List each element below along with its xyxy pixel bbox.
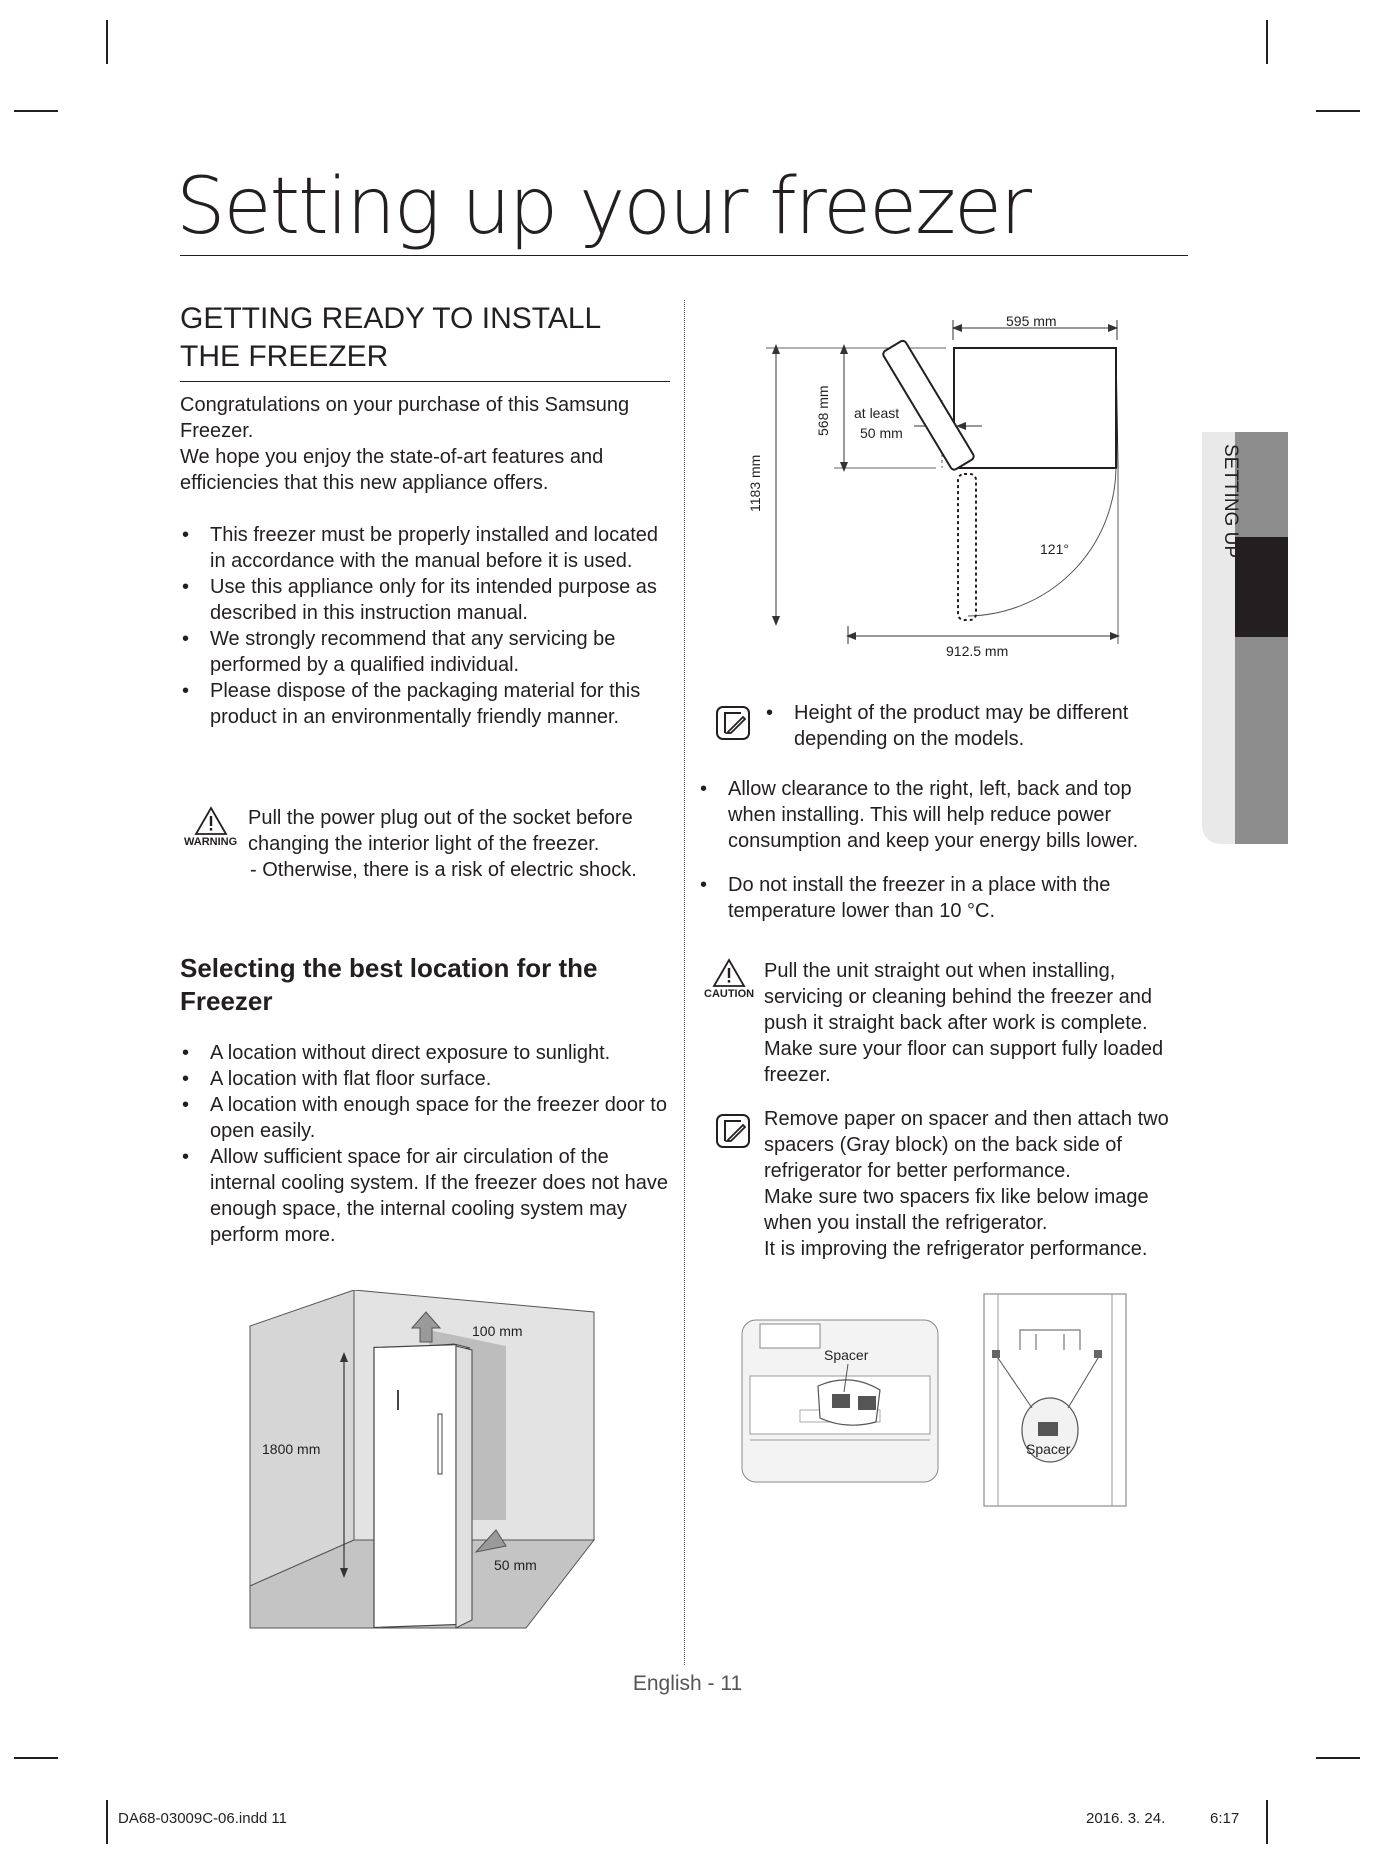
caution-label: CAUTION [704,988,755,1000]
depth-label: 568 mm [815,385,831,436]
list-item: • We strongly recommend that any servicing be performed by a qualified individual. [180,626,672,678]
note-icon [715,1113,751,1149]
clearance-bullet-list [698,776,1168,924]
location-subheading: Selecting the best location for the Freezer [180,953,598,1016]
title-rule [180,255,1188,256]
intro-paragraph-1: Congratulations on your purchase of this Samsung Freezer. [180,394,630,442]
page-title: Setting up your freezer [176,162,1031,252]
crop-mark [1266,1800,1268,1844]
door-swing-clearance-figure [736,300,1176,660]
column-divider [684,300,685,1665]
clearance-label-line2: 50 mm [860,425,903,441]
caution-triangle-icon [712,958,746,988]
imprint-date: 2016. 3. 24. [1086,1810,1166,1827]
crop-mark [1266,20,1268,64]
spacer-note [764,1106,1184,1262]
note-icon [715,705,751,741]
room-label-top: 100 mm [472,1323,523,1339]
list-item: • Use this appliance only for its intended purpose as described in this instruction manual. [180,574,672,626]
section-heading [180,300,680,376]
imprint-time: 6:17 [1210,1810,1240,1827]
intro-paragraph-2: We hope you enjoy the state-of-art features and efficiencies that this new appliance offers. [180,446,604,494]
location-bullet-list [180,1040,672,1248]
room-label-height: 1800 mm [262,1441,321,1457]
list-item: • Please dispose of the packaging material for this product in an environmentally friendly manner. [180,678,672,730]
crop-mark [106,20,108,64]
warning-consequence: - Otherwise, there is a risk of electric shock. [250,859,637,881]
spacer-installation-figure [740,1290,1130,1510]
angle-label: 121° [1040,541,1069,557]
spacer-note-line: Remove paper on spacer and then attach two spacers (Gray block) on the back side of refrigerator for better performance. [764,1108,1169,1182]
warning-label: WARNING [184,836,238,848]
crop-mark [1316,1757,1360,1759]
warning-text [248,805,668,883]
note-1-list [764,700,1164,752]
crop-mark [14,110,58,112]
caution-text: Pull the unit straight out when installing, servicing or cleaning behind the freezer and push it straight back after work is complete. Make sure your floor can support fully loaded freezer. [764,960,1164,1086]
crop-mark [1316,110,1360,112]
spacer-label-left: Spacer [824,1347,869,1363]
room-label-back: 50 mm [494,1557,537,1573]
warning-message: Pull the power plug out of the socket before changing the interior light of the freezer. [248,807,633,855]
spacer-note-line: It is improving the refrigerator performance. [764,1238,1148,1260]
list-item: • Allow clearance to the right, left, back and top when installing. This will help reduce power consumption and keep your energy bills lower. [698,776,1168,854]
crop-mark [106,1800,108,1844]
swing-label: 912.5 mm [946,643,1009,659]
room-clearance-figure [244,1290,604,1630]
list-item: • A location without direct exposure to sunlight. [180,1040,672,1066]
list-item: • A location with flat floor surface. [180,1066,672,1092]
section-heading-line1: GETTING READY TO INSTALL [180,302,602,335]
section-heading-line2: THE FREEZER [180,340,389,373]
intro-text [180,392,670,496]
list-item: • Allow sufficient space for air circulation of the internal cooling system. If the freezer does not have enough space, the internal cooling system may perform more. [180,1144,672,1248]
width-label: 595 mm [1006,313,1057,329]
page-number: English - 11 [632,1672,743,1695]
side-tab-active-marker [1235,537,1288,637]
spacer-label-right: Spacer [1026,1441,1071,1457]
list-item: • A location with enough space for the freezer door to open easily. [180,1092,672,1144]
total-depth-label: 1183 mm [747,454,763,512]
list-item: • Do not install the freezer in a place with the temperature lower than 10 °C. [698,872,1168,924]
side-tab-label: SETTING UP [1220,443,1241,558]
general-bullet-list [180,522,672,730]
warning-block-icon [184,806,237,848]
list-item: • This freezer must be properly installed and located in accordance with the manual before it is used. [180,522,672,574]
imprint-filename: DA68-03009C-06.indd 11 [118,1810,288,1827]
heading-rule [180,381,670,382]
list-item: • Height of the product may be different depending on the models. [764,700,1164,752]
spacer-note-line: Make sure two spacers fix like below image when you install the refrigerator. [764,1186,1149,1234]
caution-block-icon [704,958,754,1000]
crop-mark [14,1757,58,1759]
side-tab [1235,432,1288,844]
warning-triangle-icon [194,806,228,836]
clearance-label-line1: at least [854,405,900,421]
